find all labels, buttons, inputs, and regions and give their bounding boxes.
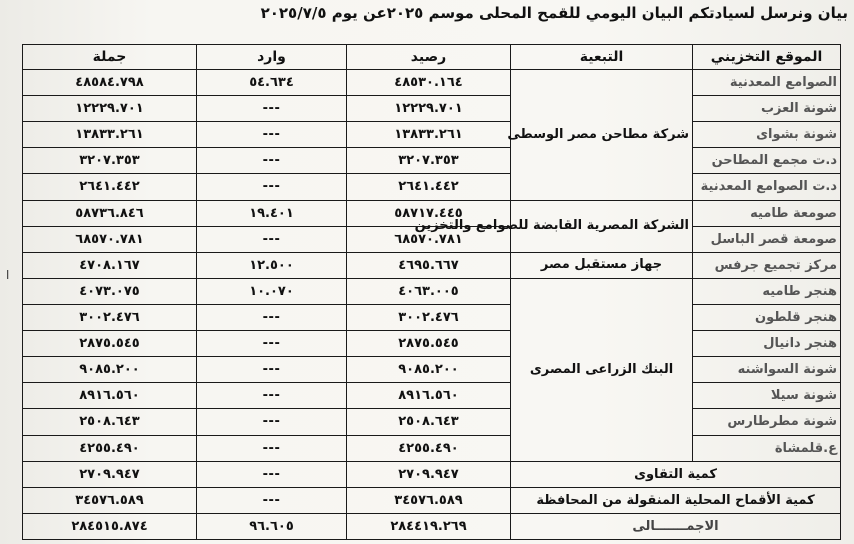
balance-cell: ٨٩١٦.٥٦٠ xyxy=(347,383,511,409)
table-row xyxy=(23,200,841,226)
location-cell: شونة بشواى xyxy=(693,122,841,148)
incoming-cell: ١٩.٤٠١ xyxy=(197,200,347,226)
balance-cell: ١٣٨٣٣.٢٦١ xyxy=(347,122,511,148)
balance-cell: ٣٤٥٧٦.٥٨٩ xyxy=(347,487,511,513)
location-cell: صومعة طاميه xyxy=(693,200,841,226)
seeds-row xyxy=(23,461,841,487)
incoming-cell: --- xyxy=(197,435,347,461)
wheat-report-table xyxy=(22,44,841,540)
table-header-row xyxy=(23,45,841,70)
balance-cell: ٥٨٧١٧.٤٤٥ xyxy=(347,200,511,226)
total-cell: ٤٠٧٣.٠٧٥ xyxy=(23,278,197,304)
location-cell: ع.قلمشاة xyxy=(693,435,841,461)
transferred-row xyxy=(23,487,841,513)
total-cell: ٦٨٥٧٠.٧٨١ xyxy=(23,226,197,252)
incoming-cell: --- xyxy=(197,226,347,252)
affiliation-cell: البنك الزراعى المصرى xyxy=(511,278,693,461)
table-row xyxy=(23,252,841,278)
balance-cell: ٢٨٤٤١٩.٢٦٩ xyxy=(347,513,511,539)
incoming-cell: --- xyxy=(197,96,347,122)
location-cell: الصوامع المعدنية xyxy=(693,70,841,96)
table-row xyxy=(23,435,841,461)
total-cell: ٣٢٠٧.٣٥٣ xyxy=(23,148,197,174)
incoming-cell: --- xyxy=(197,122,347,148)
header-total: جملة xyxy=(23,45,197,70)
total-cell: ٢٥٠٨.٦٤٣ xyxy=(23,409,197,435)
balance-cell: ٦٨٥٧٠.٧٨١ xyxy=(347,226,511,252)
page-title: بيان ونرسل لسيادتكم البيان اليومي للقمح المحلى موسم ٢٠٢٥عن يوم ٢٠٢٥/٧/٥ xyxy=(260,4,848,22)
location-cell: شونة العزب xyxy=(693,96,841,122)
incoming-cell: --- xyxy=(197,174,347,200)
location-cell: هنجر قلطون xyxy=(693,304,841,330)
incoming-cell: --- xyxy=(197,331,347,357)
total-cell: ٢٦٤١.٤٤٢ xyxy=(23,174,197,200)
location-cell: هنجر طاميه xyxy=(693,278,841,304)
balance-cell: ٤٢٥٥.٤٩٠ xyxy=(347,435,511,461)
table-row xyxy=(23,122,841,148)
balance-cell: ٢٧٠٩.٩٤٧ xyxy=(347,461,511,487)
balance-cell: ١٢٢٢٩.٧٠١ xyxy=(347,96,511,122)
total-cell: ٢٧٠٩.٩٤٧ xyxy=(23,461,197,487)
total-cell: ٤٢٥٥.٤٩٠ xyxy=(23,435,197,461)
total-cell: ٥٨٧٣٦.٨٤٦ xyxy=(23,200,197,226)
balance-cell: ٢٨٧٥.٥٤٥ xyxy=(347,331,511,357)
margin-mark: ا xyxy=(6,268,10,282)
incoming-cell: ٥٤.٦٣٤ xyxy=(197,70,347,96)
incoming-cell: ١٢.٥٠٠ xyxy=(197,252,347,278)
balance-cell: ٤٦٩٥.٦٦٧ xyxy=(347,252,511,278)
location-cell: د.ت مجمع المطاحن xyxy=(693,148,841,174)
balance-cell: ٣٠٠٢.٤٧٦ xyxy=(347,304,511,330)
table-row xyxy=(23,331,841,357)
total-cell: ٢٨٤٥١٥.٨٧٤ xyxy=(23,513,197,539)
incoming-cell: --- xyxy=(197,304,347,330)
incoming-cell: --- xyxy=(197,148,347,174)
header-affiliation: التبعية xyxy=(511,45,693,70)
header-incoming: وارد xyxy=(197,45,347,70)
table-row xyxy=(23,304,841,330)
table-row xyxy=(23,357,841,383)
location-cell: شونة سيلا xyxy=(693,383,841,409)
balance-cell: ٩٠٨٥.٢٠٠ xyxy=(347,357,511,383)
balance-cell: ٢٥٠٨.٦٤٣ xyxy=(347,409,511,435)
incoming-cell: --- xyxy=(197,461,347,487)
incoming-cell: --- xyxy=(197,383,347,409)
table-row xyxy=(23,70,841,96)
location-cell: هنجر دانيال xyxy=(693,331,841,357)
balance-cell: ٤٨٥٣٠.١٦٤ xyxy=(347,70,511,96)
grand-total-label: الاجمـــــــالى xyxy=(511,513,841,539)
location-cell: د.ت الصوامع المعدنية xyxy=(693,174,841,200)
seeds-label: كمية التقاوى xyxy=(511,461,841,487)
incoming-cell: --- xyxy=(197,409,347,435)
header-balance: رصيد xyxy=(347,45,511,70)
transferred-label: كمية الأقماح المحلية المنقولة من المحافظة xyxy=(511,487,841,513)
table-row xyxy=(23,278,841,304)
total-cell: ٤٧٠٨.١٦٧ xyxy=(23,252,197,278)
incoming-cell: ٩٦.٦٠٥ xyxy=(197,513,347,539)
table-row xyxy=(23,383,841,409)
incoming-cell: --- xyxy=(197,357,347,383)
incoming-cell: --- xyxy=(197,487,347,513)
balance-cell: ٣٢٠٧.٣٥٣ xyxy=(347,148,511,174)
grand-total-row xyxy=(23,513,841,539)
total-cell: ٤٨٥٨٤.٧٩٨ xyxy=(23,70,197,96)
table-row xyxy=(23,148,841,174)
location-cell: شونة السواشنه xyxy=(693,357,841,383)
affiliation-cell: جهاز مستقبل مصر xyxy=(511,252,693,278)
balance-cell: ٢٦٤١.٤٤٢ xyxy=(347,174,511,200)
total-cell: ٣٠٠٢.٤٧٦ xyxy=(23,304,197,330)
header-location: الموقع التخزيني xyxy=(693,45,841,70)
total-cell: ٨٩١٦.٥٦٠ xyxy=(23,383,197,409)
table-row xyxy=(23,96,841,122)
total-cell: ٢٨٧٥.٥٤٥ xyxy=(23,331,197,357)
total-cell: ٣٤٥٧٦.٥٨٩ xyxy=(23,487,197,513)
location-cell: صومعة قصر الباسل xyxy=(693,226,841,252)
total-cell: ٩٠٨٥.٢٠٠ xyxy=(23,357,197,383)
affiliation-cell: الشركة المصرية القابضة للصوامع والتخزين xyxy=(511,200,693,252)
table-row xyxy=(23,409,841,435)
affiliation-cell: شركة مطاحن مصر الوسطى xyxy=(511,70,693,201)
balance-cell: ٤٠٦٣.٠٠٥ xyxy=(347,278,511,304)
location-cell: مركز تجميع جرفس xyxy=(693,252,841,278)
total-cell: ١٢٢٢٩.٧٠١ xyxy=(23,96,197,122)
table-row xyxy=(23,174,841,200)
total-cell: ١٣٨٣٣.٢٦١ xyxy=(23,122,197,148)
incoming-cell: ١٠.٠٧٠ xyxy=(197,278,347,304)
location-cell: شونة مطرطارس xyxy=(693,409,841,435)
